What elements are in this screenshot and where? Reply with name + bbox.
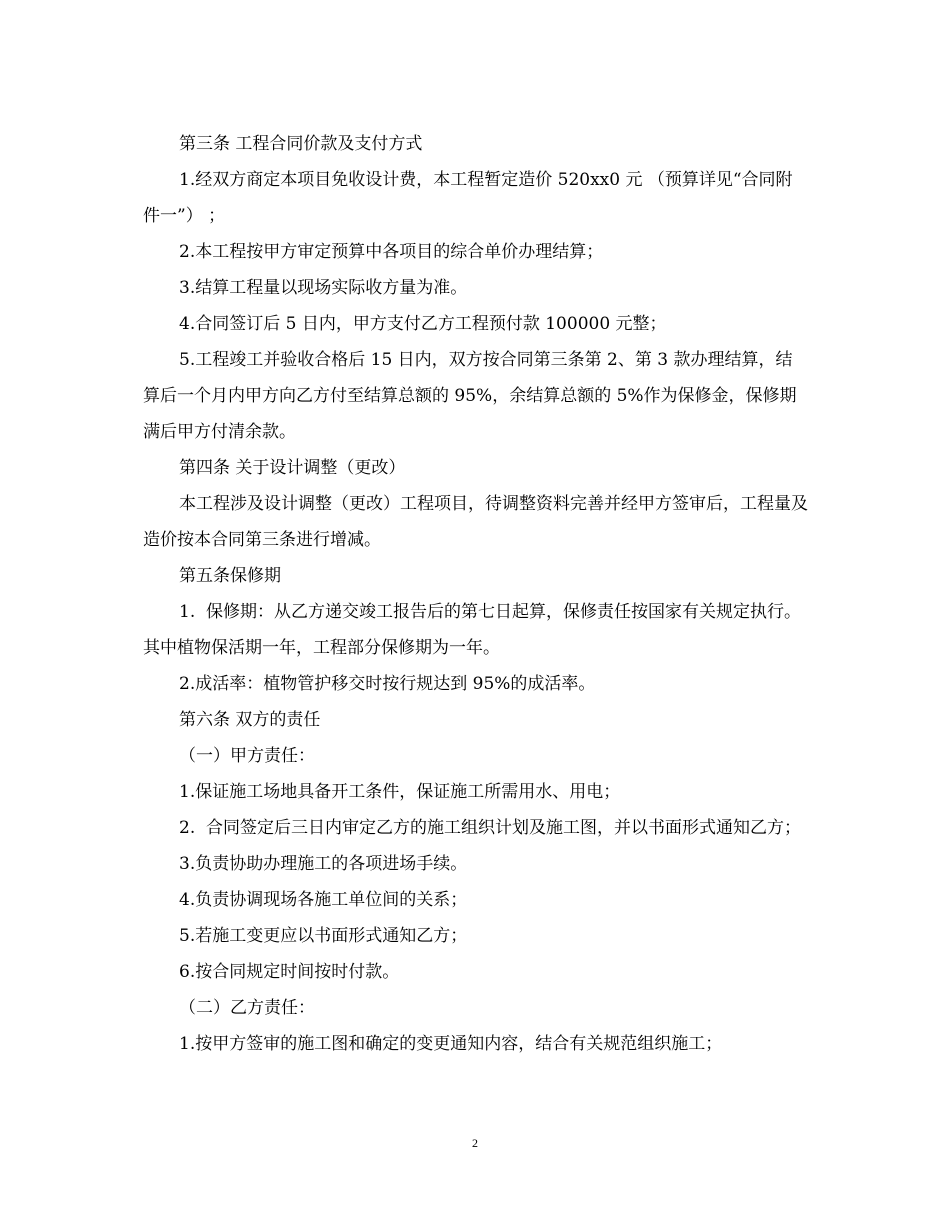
paragraph-5-1: 1. 保修期：从乙方递交竣工报告后的第七日起算，保修责任按国家有关规定执行。其中植物保活期一年，工程部分保修期为一年。 [143,602,802,658]
paragraph-3-5: 5.工程竣工并验收合格后 15 日内，双方按合同第三条第 2、第 3 款办理结算，结算后一个月内甲方向乙方付至结算总额的 95%，余结算总额的 5%作为保修金，保修期满后甲方付清余款。 [143,350,797,442]
paragraph-3-2: 2.本工程按甲方审定预算中各项目的综合单价办理结算； [179,242,604,262]
party-a-item-3: 3.负责协助办理施工的各项进场手续。 [179,854,468,874]
document-body [143,126,809,1062]
party-b-item-1: 1.按甲方签审的施工图和确定的变更通知内容，结合有关规范组织施工； [179,1034,723,1054]
party-a-item-2: 2. 合同签定后三日内审定乙方的施工组织计划及施工图，并以书面形式通知乙方； [179,818,802,838]
page-number: 2 [472,1136,478,1150]
party-a-item-5: 5.若施工变更应以书面形式通知乙方； [179,926,468,946]
party-a-item-1: 1.保证施工场地具备开工条件，保证施工所需用水、用电； [179,782,621,802]
party-a-heading: （一）甲方责任： [179,746,315,766]
paragraph-5-2: 2.成活率：植物管护移交时按行规达到 95%的成活率。 [179,674,596,694]
article-6-heading: 第六条 双方的责任 [179,710,321,730]
paragraph-3-4: 4.合同签订后 5 日内，甲方支付乙方工程预付款 100000 元整； [179,314,667,334]
article-4-heading: 第四条 关于设计调整（更改） [179,458,406,478]
article-3-heading: 第三条 工程合同价款及支付方式 [179,134,423,154]
paragraph-3-1: 1.经双方商定本项目免收设计费，本工程暂定造价 520xx0 元 （预算详见“合同附件一”） ； [143,170,793,226]
article-5-heading: 第五条保修期 [179,566,281,586]
party-a-item-4: 4.负责协调现场各施工单位间的关系； [179,890,468,910]
party-a-item-6: 6.按合同规定时间按时付款。 [179,962,400,982]
party-b-heading: （二）乙方责任： [179,998,315,1018]
paragraph-3-3: 3.结算工程量以现场实际收方量为准。 [179,278,468,298]
paragraph-4-body: 本工程涉及设计调整（更改）工程项目，待调整资料完善并经甲方签审后，工程量及造价按本合同第三条进行增减。 [143,494,808,550]
